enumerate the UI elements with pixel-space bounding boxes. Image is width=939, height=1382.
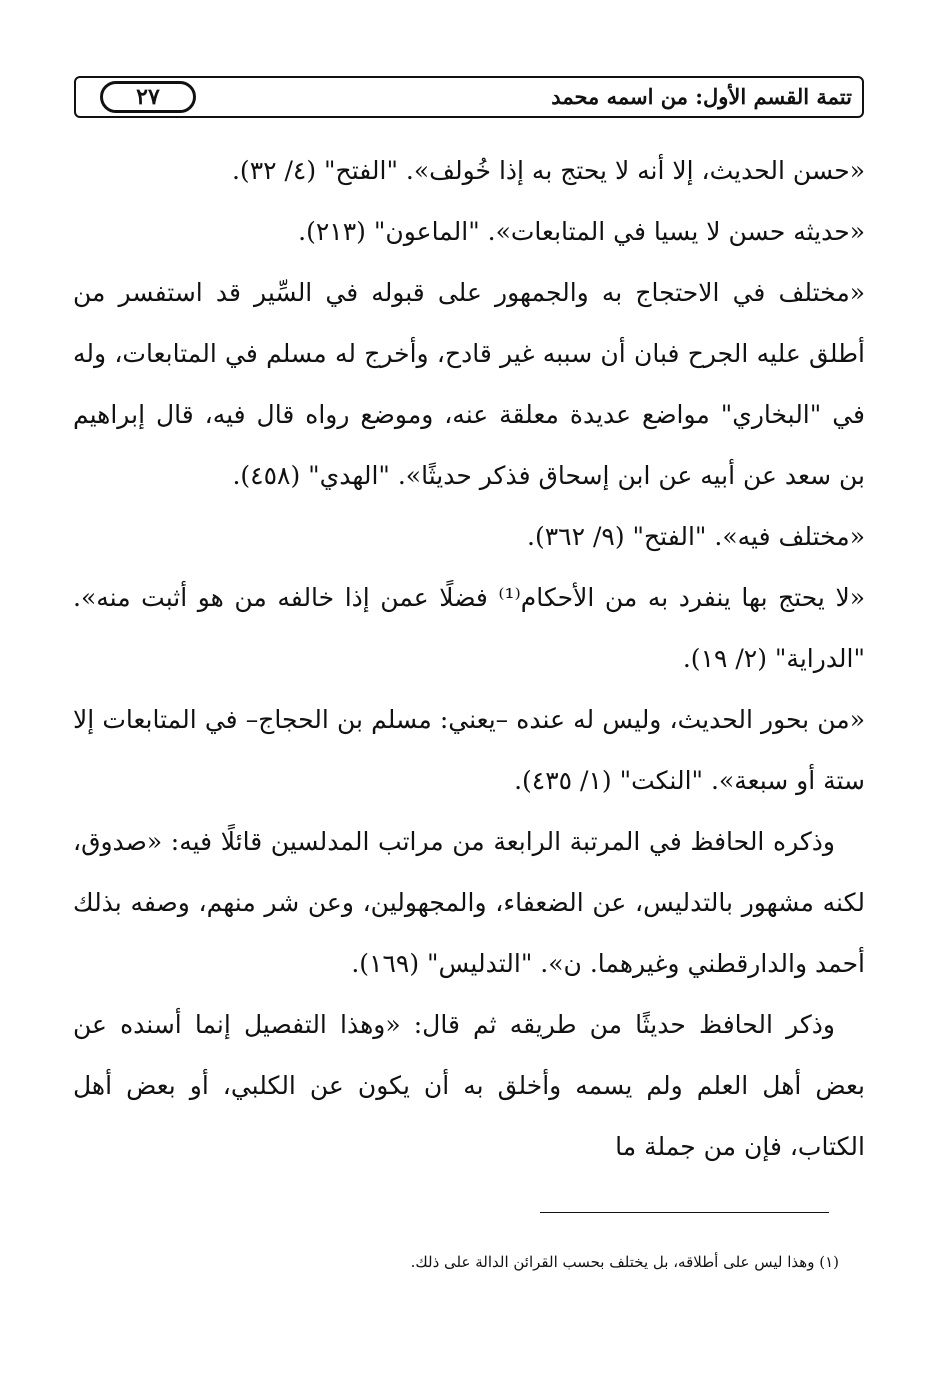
paragraph-2: «حديثه حسن لا يسيا في المتابعات». "الماعون" (٢١٣). (298, 217, 865, 246)
paragraph-3: «مختلف في الاحتجاج به والجمهور على قبوله في السِّير قد استفسر من أطلق عليه الجرح فبان أن سببه غير قادح، وأخرج له مسلم في المتابعات، وله في "البخاري" مواضع عديدة معلقة عنه، وموضع رواه قال فيه، قال إبراهيم بن سعد عن أبيه عن ابن إسحاق فذكر حديثًا». "الهدي" (٤٥٨). (73, 278, 865, 490)
paragraph-8: وذكر الحافظ حديثًا من طريقه ثم قال: «وهذا التفصيل إنما أسنده عن بعض أهل العلم ولم يسمه وأخلق به أن يكون عن الكلبي، أو بعض أهل الكتاب، فإن من جملة ما (73, 1010, 865, 1161)
paragraph-1: «حسن الحديث، إلا أنه لا يحتج به إذا خُولف». "الفتح" (٤/ ٣٢). (231, 156, 865, 185)
paragraph-7: وذكره الحافظ في المرتبة الرابعة من مراتب المدلسين قائلًا فيه: «صدوق، لكنه مشهور بالتدليس، عن الضعفاء، والمجهولين، وعن شر منهم، وصفه بذلك أحمد والدارقطني وغيرهما. ن». "التدليس" (١٦٩). (73, 827, 865, 978)
paragraph-5: «لا يحتج بها ينفرد به من الأحكام⁽¹⁾ فضلًا عمن إذا خالفه من هو أثبت منه». "الدراية" (٢/ ١٩). (73, 583, 866, 673)
paragraph-6: «من بحور الحديث، وليس له عنده –يعني: مسلم بن الحجاج– في المتابعات إلا ستة أو سبعة». "النكت" (١/ ٤٣٥). (73, 705, 865, 795)
page-number: ٢٧ (100, 81, 196, 113)
page-header (74, 76, 864, 118)
footnote-separator (540, 1212, 829, 1213)
paragraph-4: «مختلف فيه». "الفتح" (٩/ ٣٦٢). (527, 522, 865, 551)
running-title: تتمة القسم الأول: من اسمه محمد (551, 84, 852, 109)
footnote: (١) وهذا ليس على أطلاقه، بل يختلف بحسب القرائن الدالة على ذلك. (410, 1253, 839, 1271)
body-text (73, 140, 865, 1177)
